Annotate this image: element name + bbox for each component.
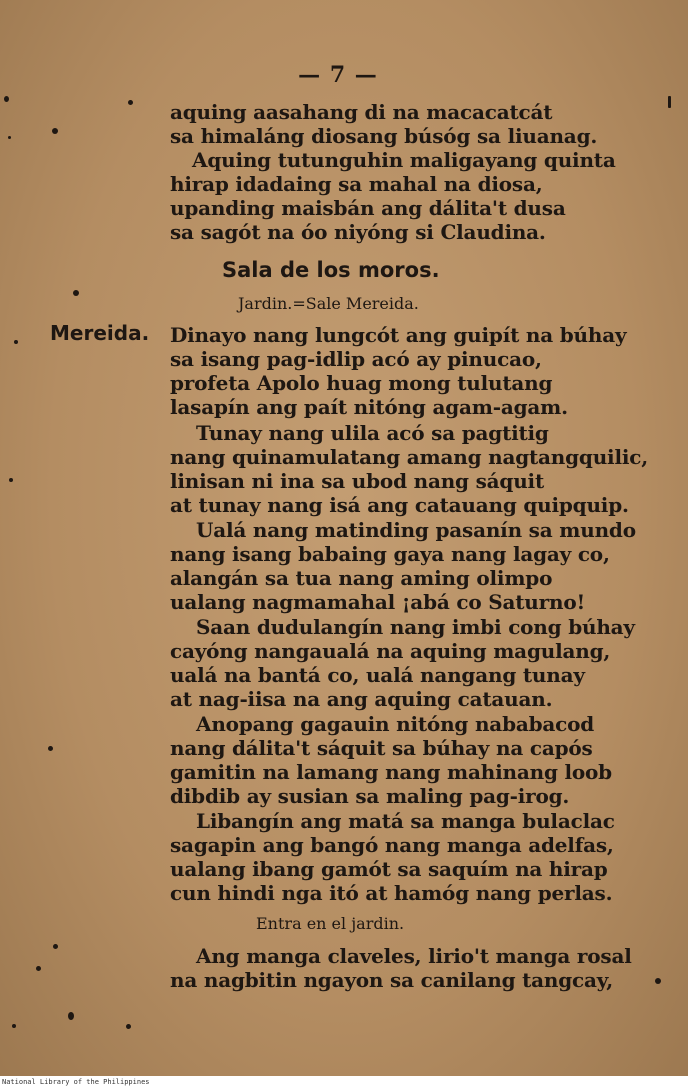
verse-line: ualang nagmamahal ¡abá co Saturno!	[170, 590, 586, 614]
scene-title: Sala de los moros.	[222, 258, 440, 282]
ink-speck	[48, 746, 53, 751]
ink-speck	[128, 100, 133, 105]
ink-speck	[73, 290, 79, 296]
verse-line: na nagbitin ngayon sa canilang tangcay,	[170, 968, 614, 992]
verse-line: Dinayo nang lungcót ang guipít na búhay	[170, 323, 627, 347]
ink-speck	[668, 96, 671, 108]
verse-line: at tunay nang isá ang catauang quipquip.	[170, 493, 629, 517]
verse-line: nang isang babaing gaya nang lagay co,	[170, 542, 610, 566]
verse-line: gamitin na lamang nang mahinang loob	[170, 760, 612, 784]
verse-line: sa sagót na óo niyóng si Claudina.	[170, 220, 546, 244]
verse-line: sa isang pag-idlip acó ay pinucao,	[170, 347, 542, 371]
verse-line: ualá na bantá co, ualá nangang tunay	[170, 663, 585, 687]
verse-line: aquing aasahang di na macacatcát	[170, 100, 553, 124]
ink-speck	[52, 128, 58, 134]
ink-speck	[68, 1012, 74, 1020]
verse-line: nang dálita't sáquit sa búhay na capós	[170, 736, 593, 760]
verse-line: sa himaláng diosang búsóg sa liuanag.	[170, 124, 598, 148]
page-number: — 7 —	[298, 62, 378, 88]
ink-speck	[12, 1024, 16, 1028]
verse-line: sagapin ang bangó nang manga adelfas,	[170, 833, 614, 857]
speaker-name: Mereida.	[50, 321, 150, 345]
ink-speck	[4, 96, 9, 102]
stage-direction: Entra en el jardin.	[256, 914, 405, 933]
verse-line: hirap idadaing sa mahal na diosa,	[170, 172, 543, 196]
ink-speck	[14, 340, 18, 344]
library-footer: National Library of the Philippines	[0, 1076, 688, 1088]
verse-line: dibdib ay susian sa maling pag-irog.	[170, 784, 570, 808]
verse-line: ualang ibang gamót sa saquím na hirap	[170, 857, 608, 881]
verse-line: Anopang gagauin nitóng nababacod	[196, 712, 595, 736]
verse-line: cayóng nangaualá na aquing magulang,	[170, 639, 611, 663]
verse-line: Saan dudulangín nang imbi cong búhay	[196, 615, 635, 639]
verse-line: Tunay nang ulila acó sa pagtitig	[196, 421, 549, 445]
ink-speck	[8, 136, 11, 139]
verse-line: lasapín ang paít nitóng agam-agam.	[170, 395, 568, 419]
verse-line: Aquing tutunguhin maligayang quinta	[192, 148, 616, 172]
ink-speck	[53, 944, 58, 949]
ink-speck	[36, 966, 41, 971]
stage-direction: Jardin.=Sale Mereida.	[238, 294, 419, 313]
ink-speck	[9, 478, 13, 482]
verse-line: alangán sa tua nang aming olimpo	[170, 566, 553, 590]
verse-line: Ang manga claveles, lirio't manga rosal	[196, 944, 632, 968]
ink-speck	[126, 1024, 131, 1029]
verse-line: profeta Apolo huag mong tulutang	[170, 371, 553, 395]
ink-speck	[655, 978, 661, 984]
verse-line: at nag-iisa na ang aquing catauan.	[170, 687, 553, 711]
verse-line: upanding maisbán ang dálita't dusa	[170, 196, 566, 220]
verse-line: Ualá nang matinding pasanín sa mundo	[196, 518, 636, 542]
verse-line: Libangín ang matá sa manga bulaclac	[196, 809, 615, 833]
verse-line: cun hindi nga itó at hamóg nang perlas.	[170, 881, 613, 905]
verse-line: nang quinamulatang amang nagtangquilic,	[170, 445, 648, 469]
verse-line: linisan ni ina sa ubod nang sáquit	[170, 469, 544, 493]
